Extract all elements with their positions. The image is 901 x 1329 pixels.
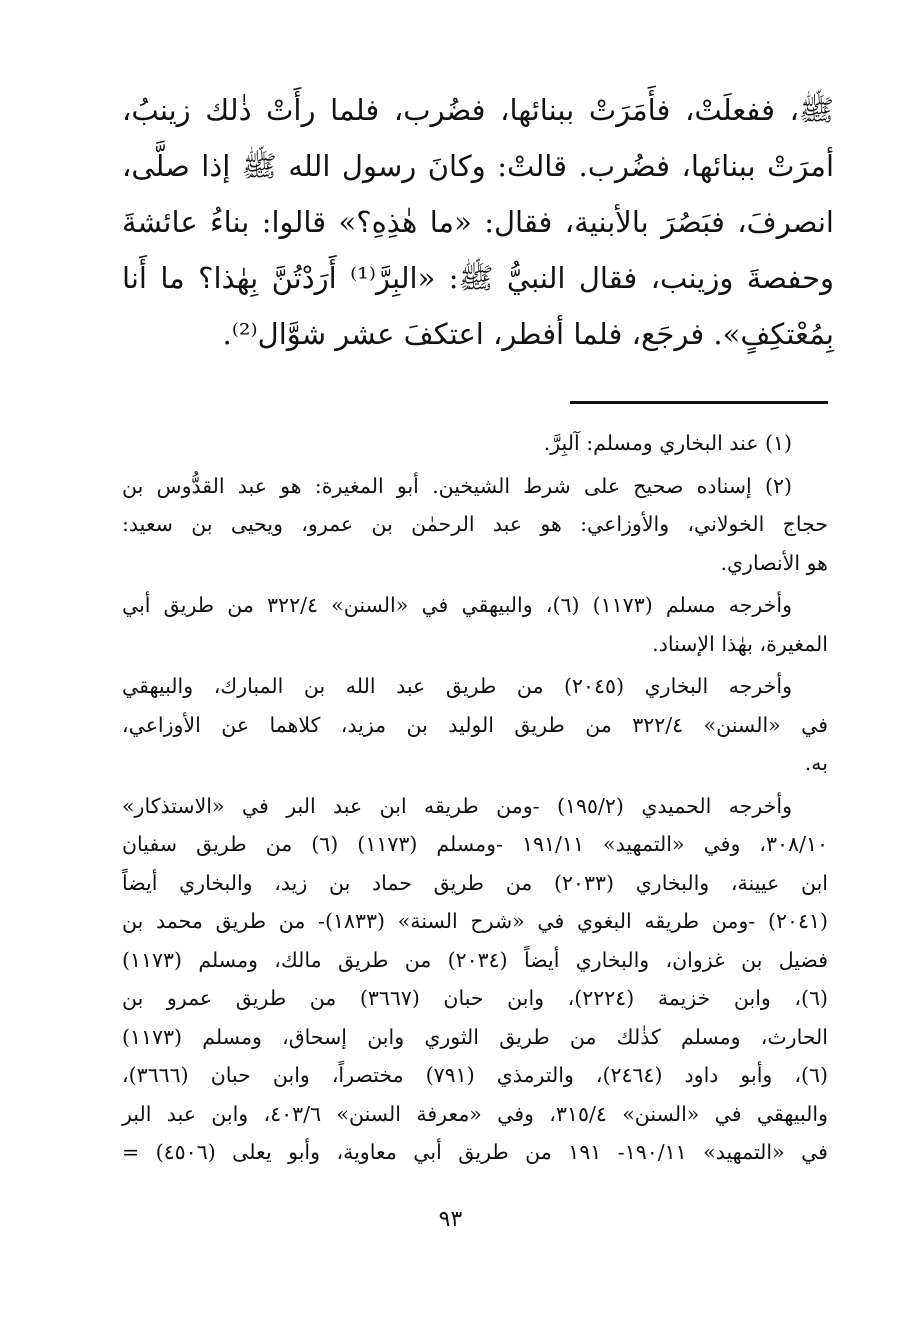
footnote-line: (٦)، وابن خزيمة (٢٢٢٤)، وابن حبان (٣٦٦٧) من طريق عمرو بن xyxy=(122,986,828,1010)
footnote-line: في «السنن» ٣٢٢/٤ من طريق الوليد بن مزيد، كلاهما عن الأوزاعي، xyxy=(122,712,828,737)
footnote-1 xyxy=(122,424,828,463)
footnote-line: الحارث، ومسلم كذٰلك من طريق الثوري وابن إسحاق، ومسلم (١١٧٣) xyxy=(122,1024,828,1049)
footnote-line: والبيهقي في «السنن» ٣١٥/٤، وفي «معرفة السنن» ٤٠٣/٦، وابن عبد البر xyxy=(122,1101,828,1126)
footnotes xyxy=(122,424,828,1176)
footnote-line: هو الأنصاري. xyxy=(720,550,828,575)
footnote-line: وأخرجه البخاري (٢٠٤٥) من طريق عبد الله بن المبارك، والبيهقي xyxy=(122,674,793,698)
footnote-line: وأخرجه مسلم (١١٧٣) (٦)، والبيهقي في «السنن» ٣٢٢/٤ من طريق أبي xyxy=(122,593,792,617)
footnote-line: حجاج الخولاني، والأوزاعي: هو عبد الرحمٰن بن عمرو، ويحيى بن سعيد: xyxy=(122,512,828,536)
footnote-line: (٢٠٤١) -ومن طريقه البغوي في «شرح السنة» (١٨٣٣)- من طريق محمد بن xyxy=(122,909,828,933)
footnote-line: (٦)، وأبو داود (٢٤٦٤)، والترمذي (٧٩١) مختصراً، وابن حبان (٣٦٦٦)، xyxy=(122,1063,828,1087)
footnote-line: ٣٠٨/١٠، وفي «التمهيد» ١٩١/١١ -ومسلم (١١٧٣) (٦) من طريق سفيان xyxy=(122,832,828,856)
main-text-line: ﷺ، ففعلَتْ، فأَمَرَتْ ببنائها، فضُرب، فلما رأَتْ ذٰلك زينبُ، xyxy=(122,93,834,127)
footnote-line: فضيل بن غزوان، والبخاري أيضاً (٢٠٣٤) من طريق مالك، ومسلم (١١٧٣) xyxy=(122,947,829,972)
footnote-2 xyxy=(122,467,828,583)
footnote-separator xyxy=(570,401,828,404)
main-text-line: أمرَتْ ببنائها، فضُرب. قالتْ: وكانَ رسول الله ﷺ إذا صلَّى، xyxy=(122,149,834,183)
footnote-paragraph xyxy=(122,787,828,1172)
page-number: ٩٣ xyxy=(438,1207,463,1232)
footnote-line: وأخرجه الحميدي (١٩٥/٢) -ومن طريقه ابن عبد البر في «الاستذكار» xyxy=(122,793,792,818)
footnote-paragraph xyxy=(122,667,828,783)
footnote-line: به. xyxy=(804,751,828,775)
footnote-paragraph xyxy=(122,586,828,663)
footnote-line: في «التمهيد» ١٩٠/١١- ١٩١ من طريق أبي معاوية، وأبو يعلى (٤٥٠٦) = xyxy=(122,1140,828,1164)
footnote-line: المغيرة، بهٰذا الإسناد. xyxy=(652,631,828,656)
footnote-line: (٢) إسناده صحيح على شرط الشيخين. أبو المغيرة: هو عبد القدُّوس بن xyxy=(122,473,792,498)
footnote-line: ابن عيينة، والبخاري (٢٠٣٣) من طريق حماد بن زيد، والبخاري أيضاً xyxy=(122,870,829,895)
main-text-line: وحفصةَ وزينب، فقال النبيُّ ﷺ: «البِرَّ⁽¹⁾ أَرَدْتُنَّ بِهٰذا؟ ما أَنا xyxy=(122,261,835,295)
main-text-line: انصرفَ، فبَصُرَ بالأبنية، فقال: «ما هٰذِهِ؟» قالوا: بناءُ عائشةَ xyxy=(122,205,834,239)
main-text xyxy=(122,82,834,362)
main-text-line: بِمُعْتكِفٍ». فرجَع، فلما أفطر، اعتكفَ عشر شوَّال⁽²⁾. xyxy=(222,317,834,351)
footnote-line: (١) عند البخاري ومسلم: آلبِرَّ. xyxy=(543,431,792,455)
